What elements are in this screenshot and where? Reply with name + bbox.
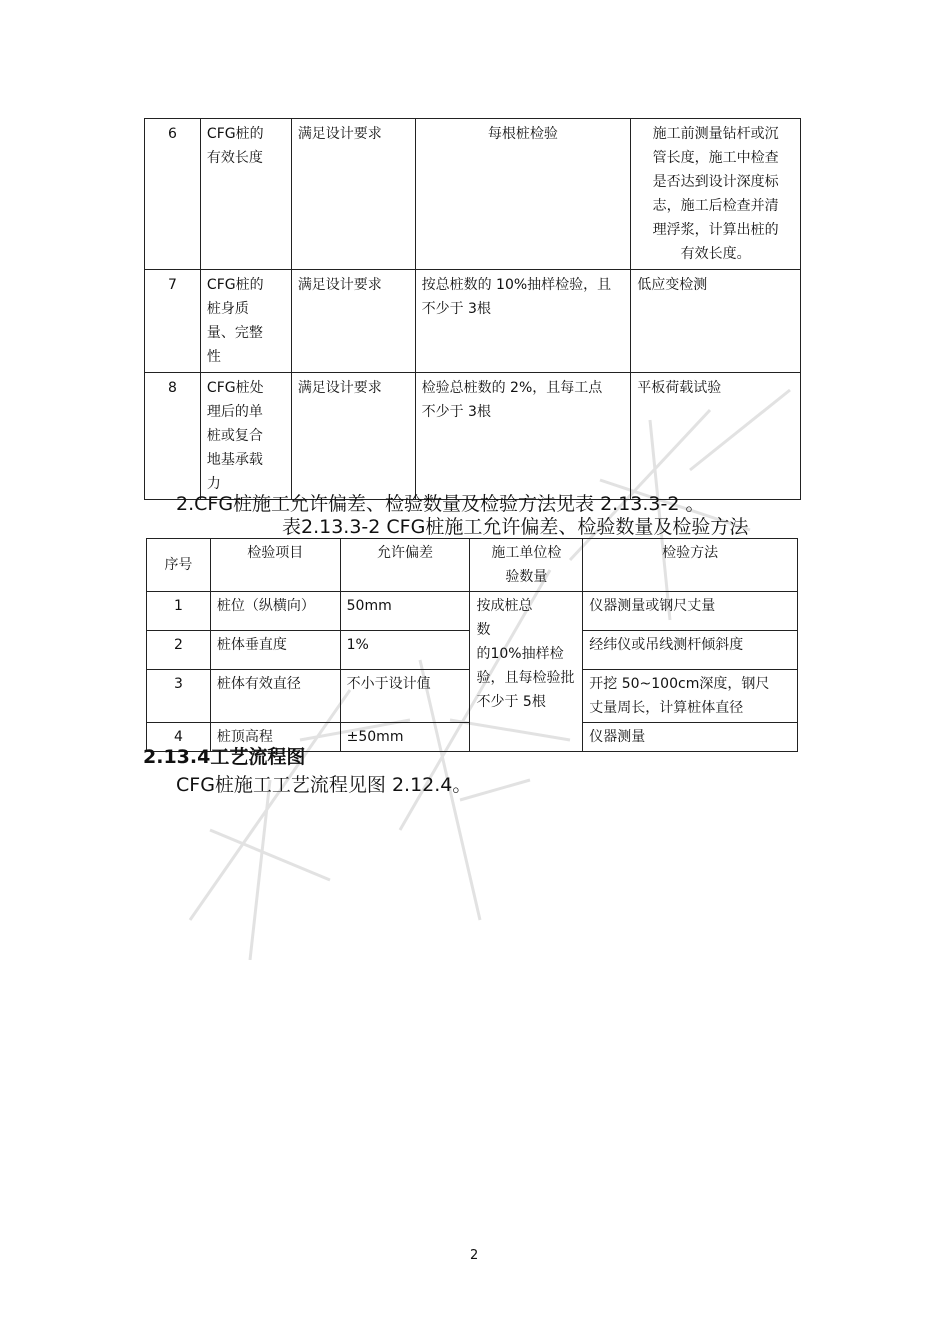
inspection-item: CFG桩的 有效长度 xyxy=(200,119,291,270)
row-number: 2 xyxy=(147,631,211,670)
inspection-item: 桩体垂直度 xyxy=(210,631,340,670)
inspection-method: 仪器测量 xyxy=(583,723,798,752)
inspection-item: CFG桩处 理后的单 桩或复合 地基承载 力 xyxy=(200,373,291,500)
header-item: 检验项目 xyxy=(210,539,340,592)
section-heading: 2.13.4工艺流程图 xyxy=(143,746,306,768)
allowance-value: 满足设计要求 xyxy=(291,270,415,373)
inspection-method: 施工前测量钻杆或沉 管长度，施工中检查 是否达到设计深度标 志，施工后检查并清 理浮浆，计算出桩的 有效长度。 xyxy=(631,119,801,270)
allowance-value: 不小于设计值 xyxy=(340,670,470,723)
inspection-method: 低应变检测 xyxy=(631,270,801,373)
inspection-item: CFG桩的 桩身质 量、完整 性 xyxy=(200,270,291,373)
inspection-quantity-merged: 按成桩总 数 的10%抽样检 验，且每检验批 不少于 5根 xyxy=(470,592,583,752)
intro-paragraph: 2.CFG桩施工允许偏差、检验数量及检验方法见表 2.13.3-2 。 xyxy=(176,493,705,515)
table-caption: 表2.13.3-2 CFG桩施工允许偏差、检验数量及检验方法 xyxy=(282,516,749,538)
tolerance-table xyxy=(146,538,798,752)
inspection-item: 桩位（纵横向） xyxy=(210,592,340,631)
header-no: 序号 xyxy=(147,539,211,592)
allowance-value: 满足设计要求 xyxy=(291,373,415,500)
allowance-value: ±50mm xyxy=(340,723,470,752)
row-number: 6 xyxy=(145,119,201,270)
inspection-method: 平板荷载试验 xyxy=(631,373,801,500)
inspection-item: 桩体有效直径 xyxy=(210,670,340,723)
row-number: 4 xyxy=(147,723,211,752)
inspection-method: 开挖 50~100cm深度，钢尺 丈量周长，计算桩体直径 xyxy=(583,670,798,723)
inspection-table-continued xyxy=(144,118,801,500)
row-number: 1 xyxy=(147,592,211,631)
row-number: 8 xyxy=(145,373,201,500)
allowance-value: 1% xyxy=(340,631,470,670)
inspection-quantity: 按总桩数的 10%抽样检验，且 不少于 3根 xyxy=(415,270,631,373)
header-quantity: 施工单位检 验数量 xyxy=(470,539,583,592)
inspection-method: 经纬仪或吊线测杆倾斜度 xyxy=(583,631,798,670)
row-number: 3 xyxy=(147,670,211,723)
allowance-value: 满足设计要求 xyxy=(291,119,415,270)
page-number: 2 xyxy=(470,1248,479,1263)
inspection-method: 仪器测量或钢尺丈量 xyxy=(583,592,798,631)
table-row xyxy=(145,270,801,373)
inspection-item: 桩顶高程 xyxy=(210,723,340,752)
section-paragraph: CFG桩施工工艺流程见图 2.12.4。 xyxy=(176,774,472,796)
inspection-quantity: 每根桩检验 xyxy=(415,119,631,270)
header-allowance: 允许偏差 xyxy=(340,539,470,592)
allowance-value: 50mm xyxy=(340,592,470,631)
table-row xyxy=(145,119,801,270)
row-number: 7 xyxy=(145,270,201,373)
table-row xyxy=(145,373,801,500)
inspection-quantity: 检验总桩数的 2%，且每工点 不少于 3根 xyxy=(415,373,631,500)
table-row xyxy=(147,592,798,631)
header-method: 检验方法 xyxy=(583,539,798,592)
table-header-row xyxy=(147,539,798,592)
